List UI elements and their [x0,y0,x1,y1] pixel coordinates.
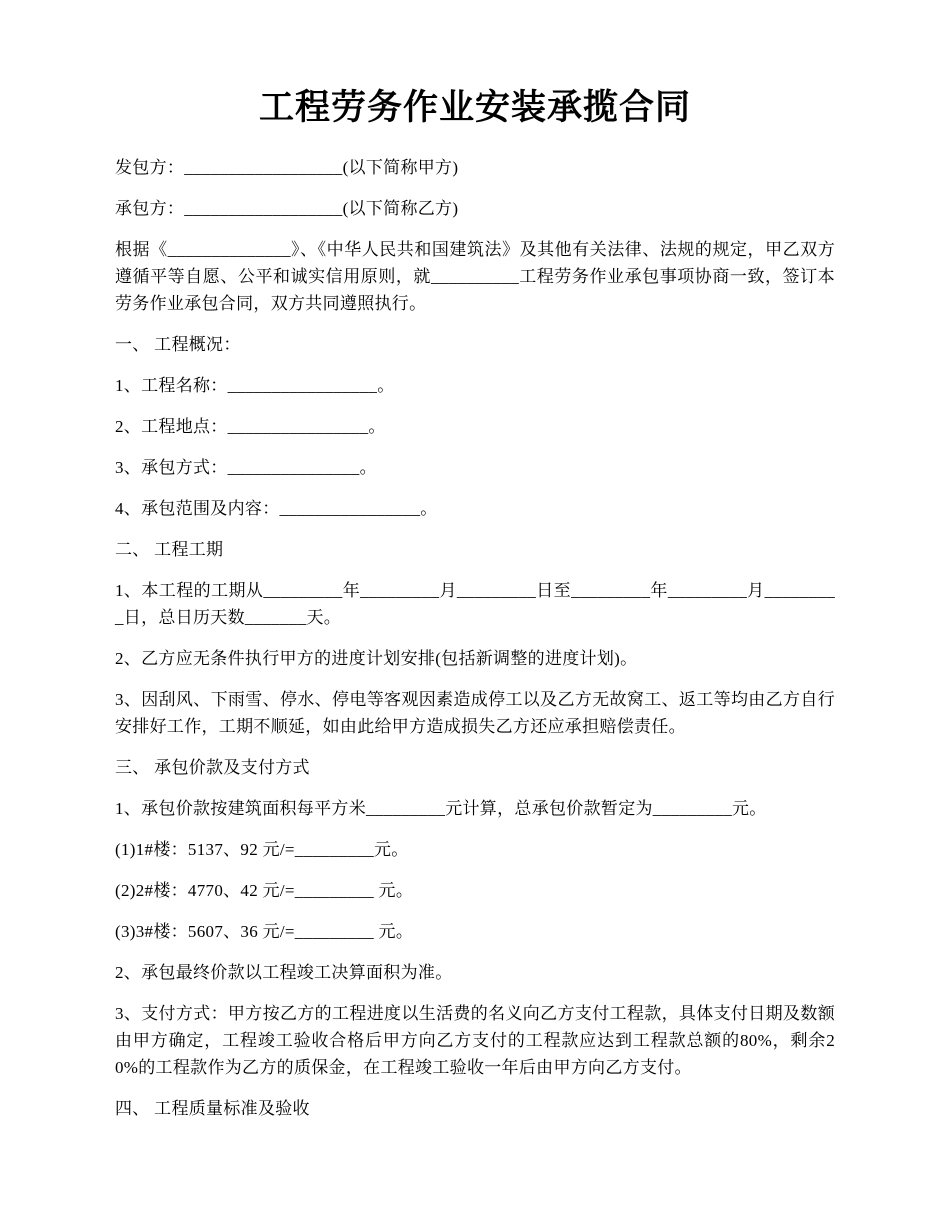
paragraph-contract-scope: 4、承包范围及内容：________________。 [115,499,438,519]
paragraph-price: 1、承包价款按建筑面积每平方米_________元计算，总承包价款暂定为_________元。 [115,799,767,819]
paragraph-project-location: 2、工程地点：________________。 [115,417,386,437]
paragraph-party-a: 发包方：__________________(以下简称甲方) [115,158,459,178]
paragraph-schedule: 2、乙方应无条件执行甲方的进度计划安排(包括新调整的进度计划)。 [115,649,638,669]
paragraph-party-b: 承包方：__________________(以下简称乙方) [115,199,459,219]
paragraph-building-1: (1)1#楼：5137、92 元/=_________元。 [115,840,409,860]
paragraph-project-name: 1、工程名称：_________________。 [115,376,395,396]
paragraph-building-2: (2)2#楼：4770、42 元/=_________ 元。 [115,881,414,901]
paragraph-payment-method: 3、支付方式：甲方按乙方的工程进度以生活费的名义向乙方支付工程款，具体支付日期及数额由甲方确定，工程竣工验收合格后甲方向乙方支付的工程款应达到工程款总额的80%，剩余20%的工程款作为乙方的质保金，在工程竣工验收一年后由甲方向乙方支付。 [115,1004,835,1078]
paragraph-final-price: 2、承包最终价款以工程竣工决算面积为准。 [115,963,453,983]
paragraph-duration: 1、本工程的工期从_________年_________月_________日至_________年_________月_________日，总日历天数_______天。 [115,581,835,628]
paragraph-preamble: 根据《______________》、《中华人民共和国建筑法》及其他有关法律、法规的规定，甲乙双方遵循平等自愿、公平和诚实信用原则，就__________工程劳务作业承包事项协商一致，签订本劳务作业承包合同，双方共同遵照执行。 [115,240,835,314]
section-heading-1: 一、 工程概况： [115,335,241,355]
paragraph-contract-method: 3、承包方式：_______________。 [115,458,377,478]
paragraph-building-3: (3)3#楼：5607、36 元/=_________ 元。 [115,922,414,942]
section-heading-2: 二、 工程工期 [115,540,224,560]
section-heading-4: 四、 工程质量标准及验收 [115,1099,310,1119]
page-title: 工程劳务作业安装承揽合同 [258,88,691,127]
section-heading-3: 三、 承包价款及支付方式 [115,758,310,778]
paragraph-delay-liability: 3、因刮风、下雨雪、停水、停电等客观因素造成停工以及乙方无故窝工、返工等均由乙方自行安排好工作，工期不顺延，如由此给甲方造成损失乙方还应承担赔偿责任。 [115,690,835,737]
